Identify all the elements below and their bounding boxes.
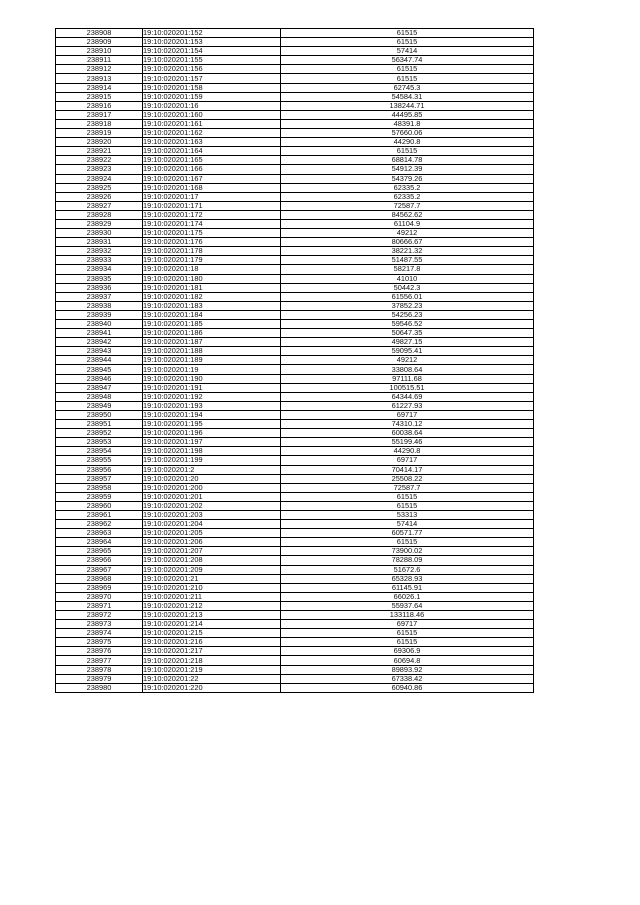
- table-row: [56, 301, 534, 310]
- amount-cell: 133118.46: [281, 611, 534, 620]
- id-cell: 238956: [56, 465, 143, 474]
- cadastral-number-cell: 19:10:020201:181: [143, 283, 281, 292]
- id-cell: 238921: [56, 147, 143, 156]
- id-cell: 238969: [56, 583, 143, 592]
- amount-cell: 100515.51: [281, 383, 534, 392]
- cadastral-number-cell: 19:10:020201:183: [143, 301, 281, 310]
- id-cell: 238915: [56, 92, 143, 101]
- id-cell: 238941: [56, 329, 143, 338]
- amount-cell: 62335.2: [281, 192, 534, 201]
- amount-cell: 64344.69: [281, 392, 534, 401]
- table-row: [56, 38, 534, 47]
- cadastral-number-cell: 19:10:020201:154: [143, 47, 281, 56]
- table-row: [56, 256, 534, 265]
- table-row: [56, 219, 534, 228]
- amount-cell: 72587.7: [281, 201, 534, 210]
- id-cell: 238972: [56, 611, 143, 620]
- cadastral-number-cell: 19:10:020201:194: [143, 410, 281, 419]
- cadastral-number-cell: 19:10:020201:171: [143, 201, 281, 210]
- cadastral-number-cell: 19:10:020201:2: [143, 465, 281, 474]
- amount-cell: 48391.8: [281, 119, 534, 128]
- amount-cell: 69717: [281, 456, 534, 465]
- cadastral-number-cell: 19:10:020201:214: [143, 620, 281, 629]
- table-row: [56, 347, 534, 356]
- cadastral-number-cell: 19:10:020201:167: [143, 174, 281, 183]
- table-row: [56, 410, 534, 419]
- id-cell: 238918: [56, 119, 143, 128]
- cadastral-number-cell: 19:10:020201:178: [143, 247, 281, 256]
- id-cell: 238971: [56, 601, 143, 610]
- id-cell: 238966: [56, 556, 143, 565]
- cadastral-number-cell: 19:10:020201:165: [143, 156, 281, 165]
- id-cell: 238953: [56, 438, 143, 447]
- table-row: [56, 329, 534, 338]
- cadastral-number-cell: 19:10:020201:205: [143, 529, 281, 538]
- amount-cell: 65328.93: [281, 574, 534, 583]
- table-row: [56, 447, 534, 456]
- amount-cell: 70414.17: [281, 465, 534, 474]
- amount-cell: 37852.23: [281, 301, 534, 310]
- cadastral-number-cell: 19:10:020201:211: [143, 592, 281, 601]
- cadastral-number-cell: 19:10:020201:206: [143, 538, 281, 547]
- id-cell: 238939: [56, 310, 143, 319]
- amount-cell: 61515: [281, 538, 534, 547]
- table-body: [56, 29, 534, 693]
- id-cell: 238924: [56, 174, 143, 183]
- cadastral-number-cell: 19:10:020201:188: [143, 347, 281, 356]
- table-row: [56, 656, 534, 665]
- table-row: [56, 520, 534, 529]
- table-row: [56, 229, 534, 238]
- id-cell: 238910: [56, 47, 143, 56]
- id-cell: 238923: [56, 165, 143, 174]
- amount-cell: 59095.41: [281, 347, 534, 356]
- cadastral-number-cell: 19:10:020201:193: [143, 401, 281, 410]
- table-row: [56, 574, 534, 583]
- amount-cell: 138244.71: [281, 101, 534, 110]
- table-row: [56, 492, 534, 501]
- amount-cell: 50647.35: [281, 329, 534, 338]
- cadastral-number-cell: 19:10:020201:166: [143, 165, 281, 174]
- cadastral-number-cell: 19:10:020201:190: [143, 374, 281, 383]
- cadastral-number-cell: 19:10:020201:197: [143, 438, 281, 447]
- amount-cell: 69717: [281, 410, 534, 419]
- cadastral-number-cell: 19:10:020201:158: [143, 83, 281, 92]
- amount-cell: 74310.12: [281, 420, 534, 429]
- amount-cell: 61515: [281, 29, 534, 38]
- id-cell: 238967: [56, 565, 143, 574]
- cadastral-number-cell: 19:10:020201:157: [143, 74, 281, 83]
- id-cell: 238945: [56, 365, 143, 374]
- cadastral-number-cell: 19:10:020201:185: [143, 320, 281, 329]
- cadastral-number-cell: 19:10:020201:189: [143, 356, 281, 365]
- id-cell: 238942: [56, 338, 143, 347]
- amount-cell: 67338.42: [281, 674, 534, 683]
- amount-cell: 61515: [281, 147, 534, 156]
- cadastral-number-cell: 19:10:020201:162: [143, 129, 281, 138]
- id-cell: 238927: [56, 201, 143, 210]
- amount-cell: 61515: [281, 38, 534, 47]
- cadastral-number-cell: 19:10:020201:184: [143, 310, 281, 319]
- id-cell: 238925: [56, 183, 143, 192]
- id-cell: 238908: [56, 29, 143, 38]
- cadastral-number-cell: 19:10:020201:152: [143, 29, 281, 38]
- table-row: [56, 392, 534, 401]
- id-cell: 238936: [56, 283, 143, 292]
- amount-cell: 62335.2: [281, 183, 534, 192]
- table-row: [56, 456, 534, 465]
- table-row: [56, 274, 534, 283]
- table-row: [56, 110, 534, 119]
- table-row: [56, 383, 534, 392]
- cadastral-number-cell: 19:10:020201:155: [143, 56, 281, 65]
- table-row: [56, 192, 534, 201]
- amount-cell: 54584.31: [281, 92, 534, 101]
- table-row: [56, 92, 534, 101]
- id-cell: 238929: [56, 219, 143, 228]
- id-cell: 238934: [56, 265, 143, 274]
- amount-cell: 55199.46: [281, 438, 534, 447]
- cadastral-number-cell: 19:10:020201:212: [143, 601, 281, 610]
- cadastral-number-cell: 19:10:020201:192: [143, 392, 281, 401]
- id-cell: 238920: [56, 138, 143, 147]
- amount-cell: 59546.52: [281, 320, 534, 329]
- amount-cell: 57414: [281, 47, 534, 56]
- table-row: [56, 592, 534, 601]
- cadastral-number-cell: 19:10:020201:202: [143, 501, 281, 510]
- cadastral-number-cell: 19:10:020201:220: [143, 683, 281, 692]
- table-row: [56, 129, 534, 138]
- amount-cell: 61515: [281, 492, 534, 501]
- cadastral-number-cell: 19:10:020201:213: [143, 611, 281, 620]
- amount-cell: 60694.8: [281, 656, 534, 665]
- table-row: [56, 547, 534, 556]
- amount-cell: 66026.1: [281, 592, 534, 601]
- table-row: [56, 174, 534, 183]
- table-row: [56, 56, 534, 65]
- id-cell: 238943: [56, 347, 143, 356]
- id-cell: 238935: [56, 274, 143, 283]
- table-row: [56, 501, 534, 510]
- amount-cell: 44495.85: [281, 110, 534, 119]
- amount-cell: 60571.77: [281, 529, 534, 538]
- cadastral-number-cell: 19:10:020201:198: [143, 447, 281, 456]
- cadastral-number-cell: 19:10:020201:21: [143, 574, 281, 583]
- id-cell: 238940: [56, 320, 143, 329]
- table-row: [56, 620, 534, 629]
- table-row: [56, 565, 534, 574]
- table-row: [56, 429, 534, 438]
- amount-cell: 84562.62: [281, 210, 534, 219]
- table-row: [56, 556, 534, 565]
- id-cell: 238979: [56, 674, 143, 683]
- amount-cell: 69306.9: [281, 647, 534, 656]
- table-row: [56, 674, 534, 683]
- cadastral-number-cell: 19:10:020201:191: [143, 383, 281, 392]
- cadastral-number-cell: 19:10:020201:164: [143, 147, 281, 156]
- cadastral-number-cell: 19:10:020201:218: [143, 656, 281, 665]
- id-cell: 238951: [56, 420, 143, 429]
- amount-cell: 56347.74: [281, 56, 534, 65]
- id-cell: 238928: [56, 210, 143, 219]
- amount-cell: 72587.7: [281, 483, 534, 492]
- cadastral-number-cell: 19:10:020201:215: [143, 629, 281, 638]
- amount-cell: 49212: [281, 356, 534, 365]
- id-cell: 238957: [56, 474, 143, 483]
- cadastral-number-cell: 19:10:020201:182: [143, 292, 281, 301]
- amount-cell: 53313: [281, 510, 534, 519]
- amount-cell: 55937.64: [281, 601, 534, 610]
- cadastral-number-cell: 19:10:020201:204: [143, 520, 281, 529]
- amount-cell: 61515: [281, 65, 534, 74]
- table-row: [56, 647, 534, 656]
- amount-cell: 38221.32: [281, 247, 534, 256]
- amount-cell: 54256.23: [281, 310, 534, 319]
- table-row: [56, 83, 534, 92]
- id-cell: 238946: [56, 374, 143, 383]
- cadastral-number-cell: 19:10:020201:196: [143, 429, 281, 438]
- cadastral-number-cell: 19:10:020201:216: [143, 638, 281, 647]
- id-cell: 238919: [56, 129, 143, 138]
- table-row: [56, 238, 534, 247]
- id-cell: 238913: [56, 74, 143, 83]
- id-cell: 238914: [56, 83, 143, 92]
- cadastral-number-cell: 19:10:020201:17: [143, 192, 281, 201]
- table-row: [56, 283, 534, 292]
- id-cell: 238944: [56, 356, 143, 365]
- cadastral-number-cell: 19:10:020201:208: [143, 556, 281, 565]
- cadastral-number-cell: 19:10:020201:19: [143, 365, 281, 374]
- cadastral-number-cell: 19:10:020201:159: [143, 92, 281, 101]
- id-cell: 238933: [56, 256, 143, 265]
- id-cell: 238980: [56, 683, 143, 692]
- cadastral-number-cell: 19:10:020201:195: [143, 420, 281, 429]
- cadastral-number-cell: 19:10:020201:175: [143, 229, 281, 238]
- table-row: [56, 510, 534, 519]
- table-row: [56, 529, 534, 538]
- table-row: [56, 356, 534, 365]
- cadastral-number-cell: 19:10:020201:22: [143, 674, 281, 683]
- table-row: [56, 438, 534, 447]
- cadastral-number-cell: 19:10:020201:16: [143, 101, 281, 110]
- table-row: [56, 611, 534, 620]
- id-cell: 238976: [56, 647, 143, 656]
- cadastral-number-cell: 19:10:020201:186: [143, 329, 281, 338]
- cadastral-number-cell: 19:10:020201:174: [143, 219, 281, 228]
- data-table: [55, 28, 534, 693]
- table-row: [56, 420, 534, 429]
- amount-cell: 80666.67: [281, 238, 534, 247]
- id-cell: 238954: [56, 447, 143, 456]
- id-cell: 238947: [56, 383, 143, 392]
- table-row: [56, 601, 534, 610]
- amount-cell: 58217.8: [281, 265, 534, 274]
- table-row: [56, 119, 534, 128]
- amount-cell: 51672.6: [281, 565, 534, 574]
- cadastral-number-cell: 19:10:020201:187: [143, 338, 281, 347]
- amount-cell: 44290.8: [281, 138, 534, 147]
- id-cell: 238974: [56, 629, 143, 638]
- cadastral-number-cell: 19:10:020201:18: [143, 265, 281, 274]
- cadastral-number-cell: 19:10:020201:217: [143, 647, 281, 656]
- amount-cell: 33808.64: [281, 365, 534, 374]
- table-row: [56, 665, 534, 674]
- table-row: [56, 183, 534, 192]
- id-cell: 238948: [56, 392, 143, 401]
- table-row: [56, 210, 534, 219]
- id-cell: 238975: [56, 638, 143, 647]
- amount-cell: 97111.68: [281, 374, 534, 383]
- id-cell: 238938: [56, 301, 143, 310]
- id-cell: 238937: [56, 292, 143, 301]
- cadastral-number-cell: 19:10:020201:180: [143, 274, 281, 283]
- table-row: [56, 265, 534, 274]
- table-row: [56, 583, 534, 592]
- cadastral-number-cell: 19:10:020201:168: [143, 183, 281, 192]
- cadastral-number-cell: 19:10:020201:161: [143, 119, 281, 128]
- amount-cell: 49827.15: [281, 338, 534, 347]
- amount-cell: 69717: [281, 620, 534, 629]
- table-row: [56, 201, 534, 210]
- amount-cell: 89893.92: [281, 665, 534, 674]
- amount-cell: 68814.78: [281, 156, 534, 165]
- amount-cell: 73900.02: [281, 547, 534, 556]
- id-cell: 238963: [56, 529, 143, 538]
- amount-cell: 41010: [281, 274, 534, 283]
- table-row: [56, 338, 534, 347]
- table-row: [56, 147, 534, 156]
- cadastral-number-cell: 19:10:020201:160: [143, 110, 281, 119]
- id-cell: 238962: [56, 520, 143, 529]
- table-row: [56, 320, 534, 329]
- id-cell: 238930: [56, 229, 143, 238]
- cadastral-number-cell: 19:10:020201:156: [143, 65, 281, 74]
- id-cell: 238917: [56, 110, 143, 119]
- cadastral-number-cell: 19:10:020201:209: [143, 565, 281, 574]
- table-row: [56, 683, 534, 692]
- cadastral-number-cell: 19:10:020201:200: [143, 483, 281, 492]
- table-row: [56, 47, 534, 56]
- id-cell: 238912: [56, 65, 143, 74]
- amount-cell: 57414: [281, 520, 534, 529]
- id-cell: 238973: [56, 620, 143, 629]
- cadastral-number-cell: 19:10:020201:203: [143, 510, 281, 519]
- table-row: [56, 374, 534, 383]
- id-cell: 238931: [56, 238, 143, 247]
- amount-cell: 62745.3: [281, 83, 534, 92]
- amount-cell: 50442.3: [281, 283, 534, 292]
- cadastral-number-cell: 19:10:020201:219: [143, 665, 281, 674]
- table-row: [56, 465, 534, 474]
- id-cell: 238922: [56, 156, 143, 165]
- cadastral-number-cell: 19:10:020201:210: [143, 583, 281, 592]
- table-row: [56, 292, 534, 301]
- amount-cell: 57660.06: [281, 129, 534, 138]
- amount-cell: 61515: [281, 501, 534, 510]
- id-cell: 238926: [56, 192, 143, 201]
- id-cell: 238961: [56, 510, 143, 519]
- table-row: [56, 638, 534, 647]
- id-cell: 238970: [56, 592, 143, 601]
- cadastral-number-cell: 19:10:020201:20: [143, 474, 281, 483]
- id-cell: 238949: [56, 401, 143, 410]
- id-cell: 238932: [56, 247, 143, 256]
- id-cell: 238965: [56, 547, 143, 556]
- amount-cell: 60038.64: [281, 429, 534, 438]
- id-cell: 238968: [56, 574, 143, 583]
- amount-cell: 54912.39: [281, 165, 534, 174]
- table-row: [56, 65, 534, 74]
- id-cell: 238911: [56, 56, 143, 65]
- id-cell: 238952: [56, 429, 143, 438]
- cadastral-number-cell: 19:10:020201:199: [143, 456, 281, 465]
- cadastral-number-cell: 19:10:020201:201: [143, 492, 281, 501]
- table-row: [56, 165, 534, 174]
- table-row: [56, 29, 534, 38]
- cadastral-number-cell: 19:10:020201:176: [143, 238, 281, 247]
- amount-cell: 54379.26: [281, 174, 534, 183]
- table-row: [56, 483, 534, 492]
- table-row: [56, 101, 534, 110]
- id-cell: 238959: [56, 492, 143, 501]
- table-row: [56, 247, 534, 256]
- table-row: [56, 474, 534, 483]
- cadastral-number-cell: 19:10:020201:163: [143, 138, 281, 147]
- amount-cell: 61556.01: [281, 292, 534, 301]
- id-cell: 238960: [56, 501, 143, 510]
- id-cell: 238958: [56, 483, 143, 492]
- amount-cell: 25508.22: [281, 474, 534, 483]
- id-cell: 238916: [56, 101, 143, 110]
- table-row: [56, 138, 534, 147]
- table-row: [56, 629, 534, 638]
- cadastral-number-cell: 19:10:020201:172: [143, 210, 281, 219]
- id-cell: 238977: [56, 656, 143, 665]
- amount-cell: 61145.91: [281, 583, 534, 592]
- cadastral-number-cell: 19:10:020201:153: [143, 38, 281, 47]
- id-cell: 238955: [56, 456, 143, 465]
- id-cell: 238909: [56, 38, 143, 47]
- cadastral-number-cell: 19:10:020201:179: [143, 256, 281, 265]
- id-cell: 238978: [56, 665, 143, 674]
- table-row: [56, 310, 534, 319]
- amount-cell: 78288.09: [281, 556, 534, 565]
- amount-cell: 61104.9: [281, 219, 534, 228]
- amount-cell: 61515: [281, 629, 534, 638]
- table-row: [56, 401, 534, 410]
- amount-cell: 61515: [281, 74, 534, 83]
- amount-cell: 51487.55: [281, 256, 534, 265]
- table-row: [56, 365, 534, 374]
- table-row: [56, 156, 534, 165]
- id-cell: 238964: [56, 538, 143, 547]
- table-row: [56, 538, 534, 547]
- amount-cell: 61515: [281, 638, 534, 647]
- table-row: [56, 74, 534, 83]
- amount-cell: 49212: [281, 229, 534, 238]
- id-cell: 238950: [56, 410, 143, 419]
- cadastral-number-cell: 19:10:020201:207: [143, 547, 281, 556]
- amount-cell: 60940.86: [281, 683, 534, 692]
- amount-cell: 61227.93: [281, 401, 534, 410]
- amount-cell: 44290.8: [281, 447, 534, 456]
